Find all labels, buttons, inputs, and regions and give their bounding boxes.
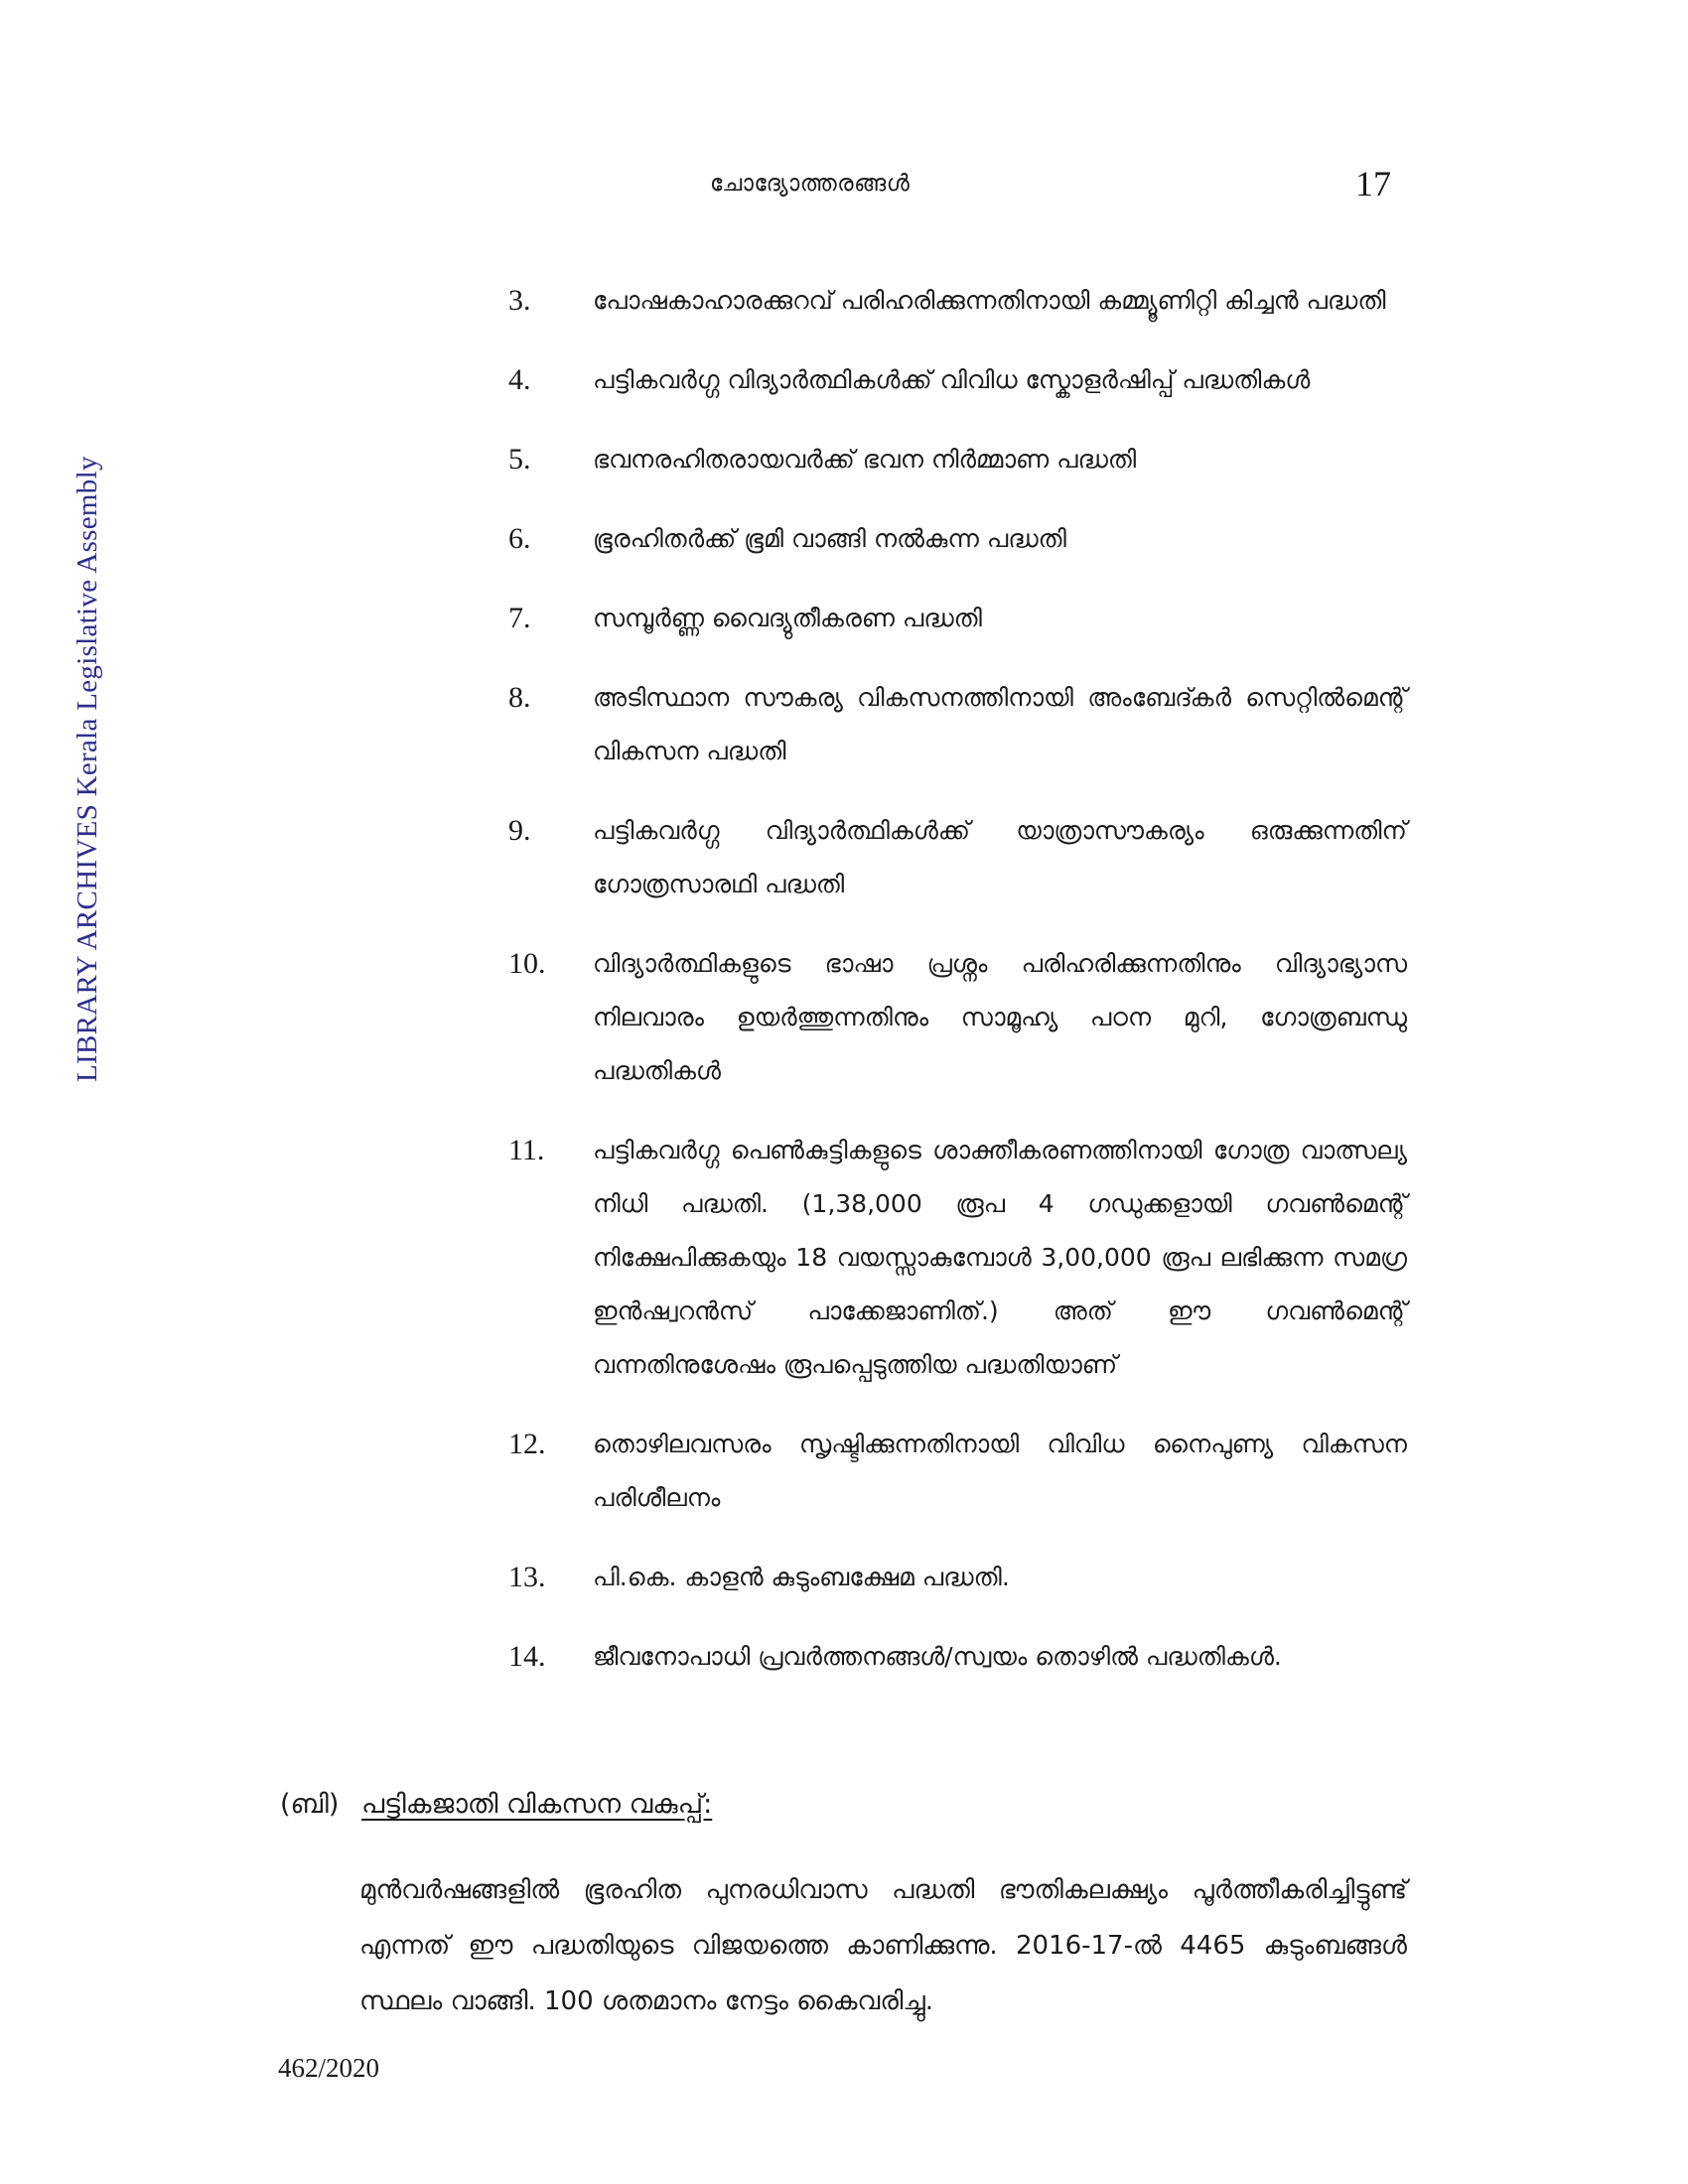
footer-code: 462/2020: [278, 2053, 380, 2083]
list-item-number: 12.: [508, 1428, 546, 1460]
list-item-text: ഭവനരഹിതരായവർക്ക് ഭവന നിർമ്മാണ പദ്ധതി: [593, 445, 1137, 474]
list-item-text: അടിസ്ഥാന സൗകര്യ വികസനത്തിനായി അംബേദ്കർ സെറ്റിൽമെന്റ് വികസന പദ്ധതി: [593, 683, 1407, 765]
page-number: 17: [1355, 164, 1391, 204]
list-item-number: 11.: [508, 1134, 545, 1166]
list-item: [508, 433, 1407, 486]
list-item-text: സമ്പൂർണ്ണ വൈദ്യുതീകരണ പദ്ധതി: [593, 604, 982, 632]
list-item: [508, 1418, 1407, 1525]
section-prefix: (ബി): [280, 1789, 340, 1820]
list-item-number: 14.: [508, 1640, 546, 1673]
list-item-text: തൊഴിലവസരം സൃഷ്ടിക്കുന്നതിനായി വിവിധ നൈപുണ്യ വികസന പരിശീലനം: [593, 1430, 1407, 1512]
section-title: പട്ടികജാതി വികസന വകുപ്പ്:: [361, 1789, 713, 1820]
list-item-text: പട്ടികവർഗ്ഗ വിദ്യാർത്ഥികൾക്ക് യാത്രാസൗകര്യം ഒരുക്കുന്നതിന് ഗോത്രസാരഥി പദ്ധതി: [593, 816, 1407, 898]
list-item-text: വിദ്യാർത്ഥികളുടെ ഭാഷാ പ്രശ്നം പരിഹരിക്കുന്നതിനും വിദ്യാഭ്യാസ നിലവാരം ഉയർത്തുന്നതിനും സാമൂഹ്യ പഠന മുറി, ഗോത്രബന്ധു പദ്ധതികൾ: [593, 949, 1407, 1085]
section-heading: [280, 1789, 712, 1821]
list-item: [508, 512, 1407, 566]
list-item-number: 7.: [508, 602, 531, 634]
list-item: [508, 274, 1407, 328]
list-item-number: 5.: [508, 443, 531, 476]
list-item-number: 13.: [508, 1561, 546, 1593]
list-item: [508, 1124, 1407, 1392]
list-item-number: 8.: [508, 681, 531, 714]
list-item: [508, 1551, 1407, 1604]
list-item-number: 6.: [508, 522, 531, 555]
list-item: [508, 1630, 1407, 1684]
list-item: [508, 592, 1407, 645]
side-watermark: LIBRARY ARCHIVES Kerala Legislative Assembly: [71, 456, 103, 1082]
numbered-list: [508, 274, 1407, 1709]
list-item-text: പി.കെ. കാളൻ കുടുംബക്ഷേമ പദ്ധതി.: [593, 1563, 1010, 1591]
body-paragraph: മുൻവർഷങ്ങളിൽ ഭൂരഹിത പുനരധിവാസ പദ്ധതി ഭൗതികലക്ഷ്യം പൂർത്തീകരിച്ചിട്ടുണ്ട് എന്നത് ഈ പദ്ധതിയുടെ വിജയത്തെ കാണിക്കുന്നു. 2016-17-ൽ 4465 കുടുംബങ്ങൾ സ്ഥലം വാങ്ങി. 100 ശതമാനം നേട്ടം കൈവരിച്ചു.: [359, 1875, 1407, 2016]
list-item-text: പോഷകാഹാരക്കുറവ് പരിഹരിക്കുന്നതിനായി കമ്മ്യൂണിറ്റി കിച്ചൻ പദ്ധതി: [593, 286, 1386, 315]
list-item-number: 9.: [508, 814, 531, 847]
list-item-number: 10.: [508, 947, 546, 980]
running-head: ചോദ്യോത്തരങ്ങൾ: [710, 171, 911, 197]
list-item-number: 3.: [508, 284, 531, 317]
list-item: [508, 353, 1407, 407]
list-item: [508, 804, 1407, 911]
list-item-text: പട്ടികവർഗ്ഗ പെൺകുട്ടികളുടെ ശാക്തീകരണത്തിനായി ഗോത്ര വാത്സല്യ നിധി പദ്ധതി. (1,38,000 രൂപ 4 ഗഡുക്കളായി ഗവൺമെന്റ് നിക്ഷേപിക്കുകയും 18 വയസ്സാകുമ്പോൾ 3,00,000 രൂപ ലഭിക്കുന്ന സമഗ്ര ഇൻഷ്വറൻസ് പാക്കേജാണിത്.) അത് ഈ ഗവൺമെന്റ് വന്നതിനുശേഷം രൂപപ്പെടുത്തിയ പദ്ധതിയാണ്: [593, 1136, 1407, 1379]
list-item: [508, 937, 1407, 1098]
list-item-number: 4.: [508, 363, 531, 396]
list-item-text: പട്ടികവർഗ്ഗ വിദ്യാർത്ഥികൾക്ക് വിവിധ സ്കോളർഷിപ്പ് പദ്ധതികൾ: [593, 365, 1311, 394]
list-item: [508, 671, 1407, 778]
list-item-text: ജീവനോപാധി പ്രവർത്തനങ്ങൾ/സ്വയം തൊഴിൽ പദ്ധതികൾ.: [593, 1642, 1282, 1671]
list-item-text: ഭൂരഹിതർക്ക് ഭൂമി വാങ്ങി നൽകുന്ന പദ്ധതി: [593, 524, 1066, 553]
